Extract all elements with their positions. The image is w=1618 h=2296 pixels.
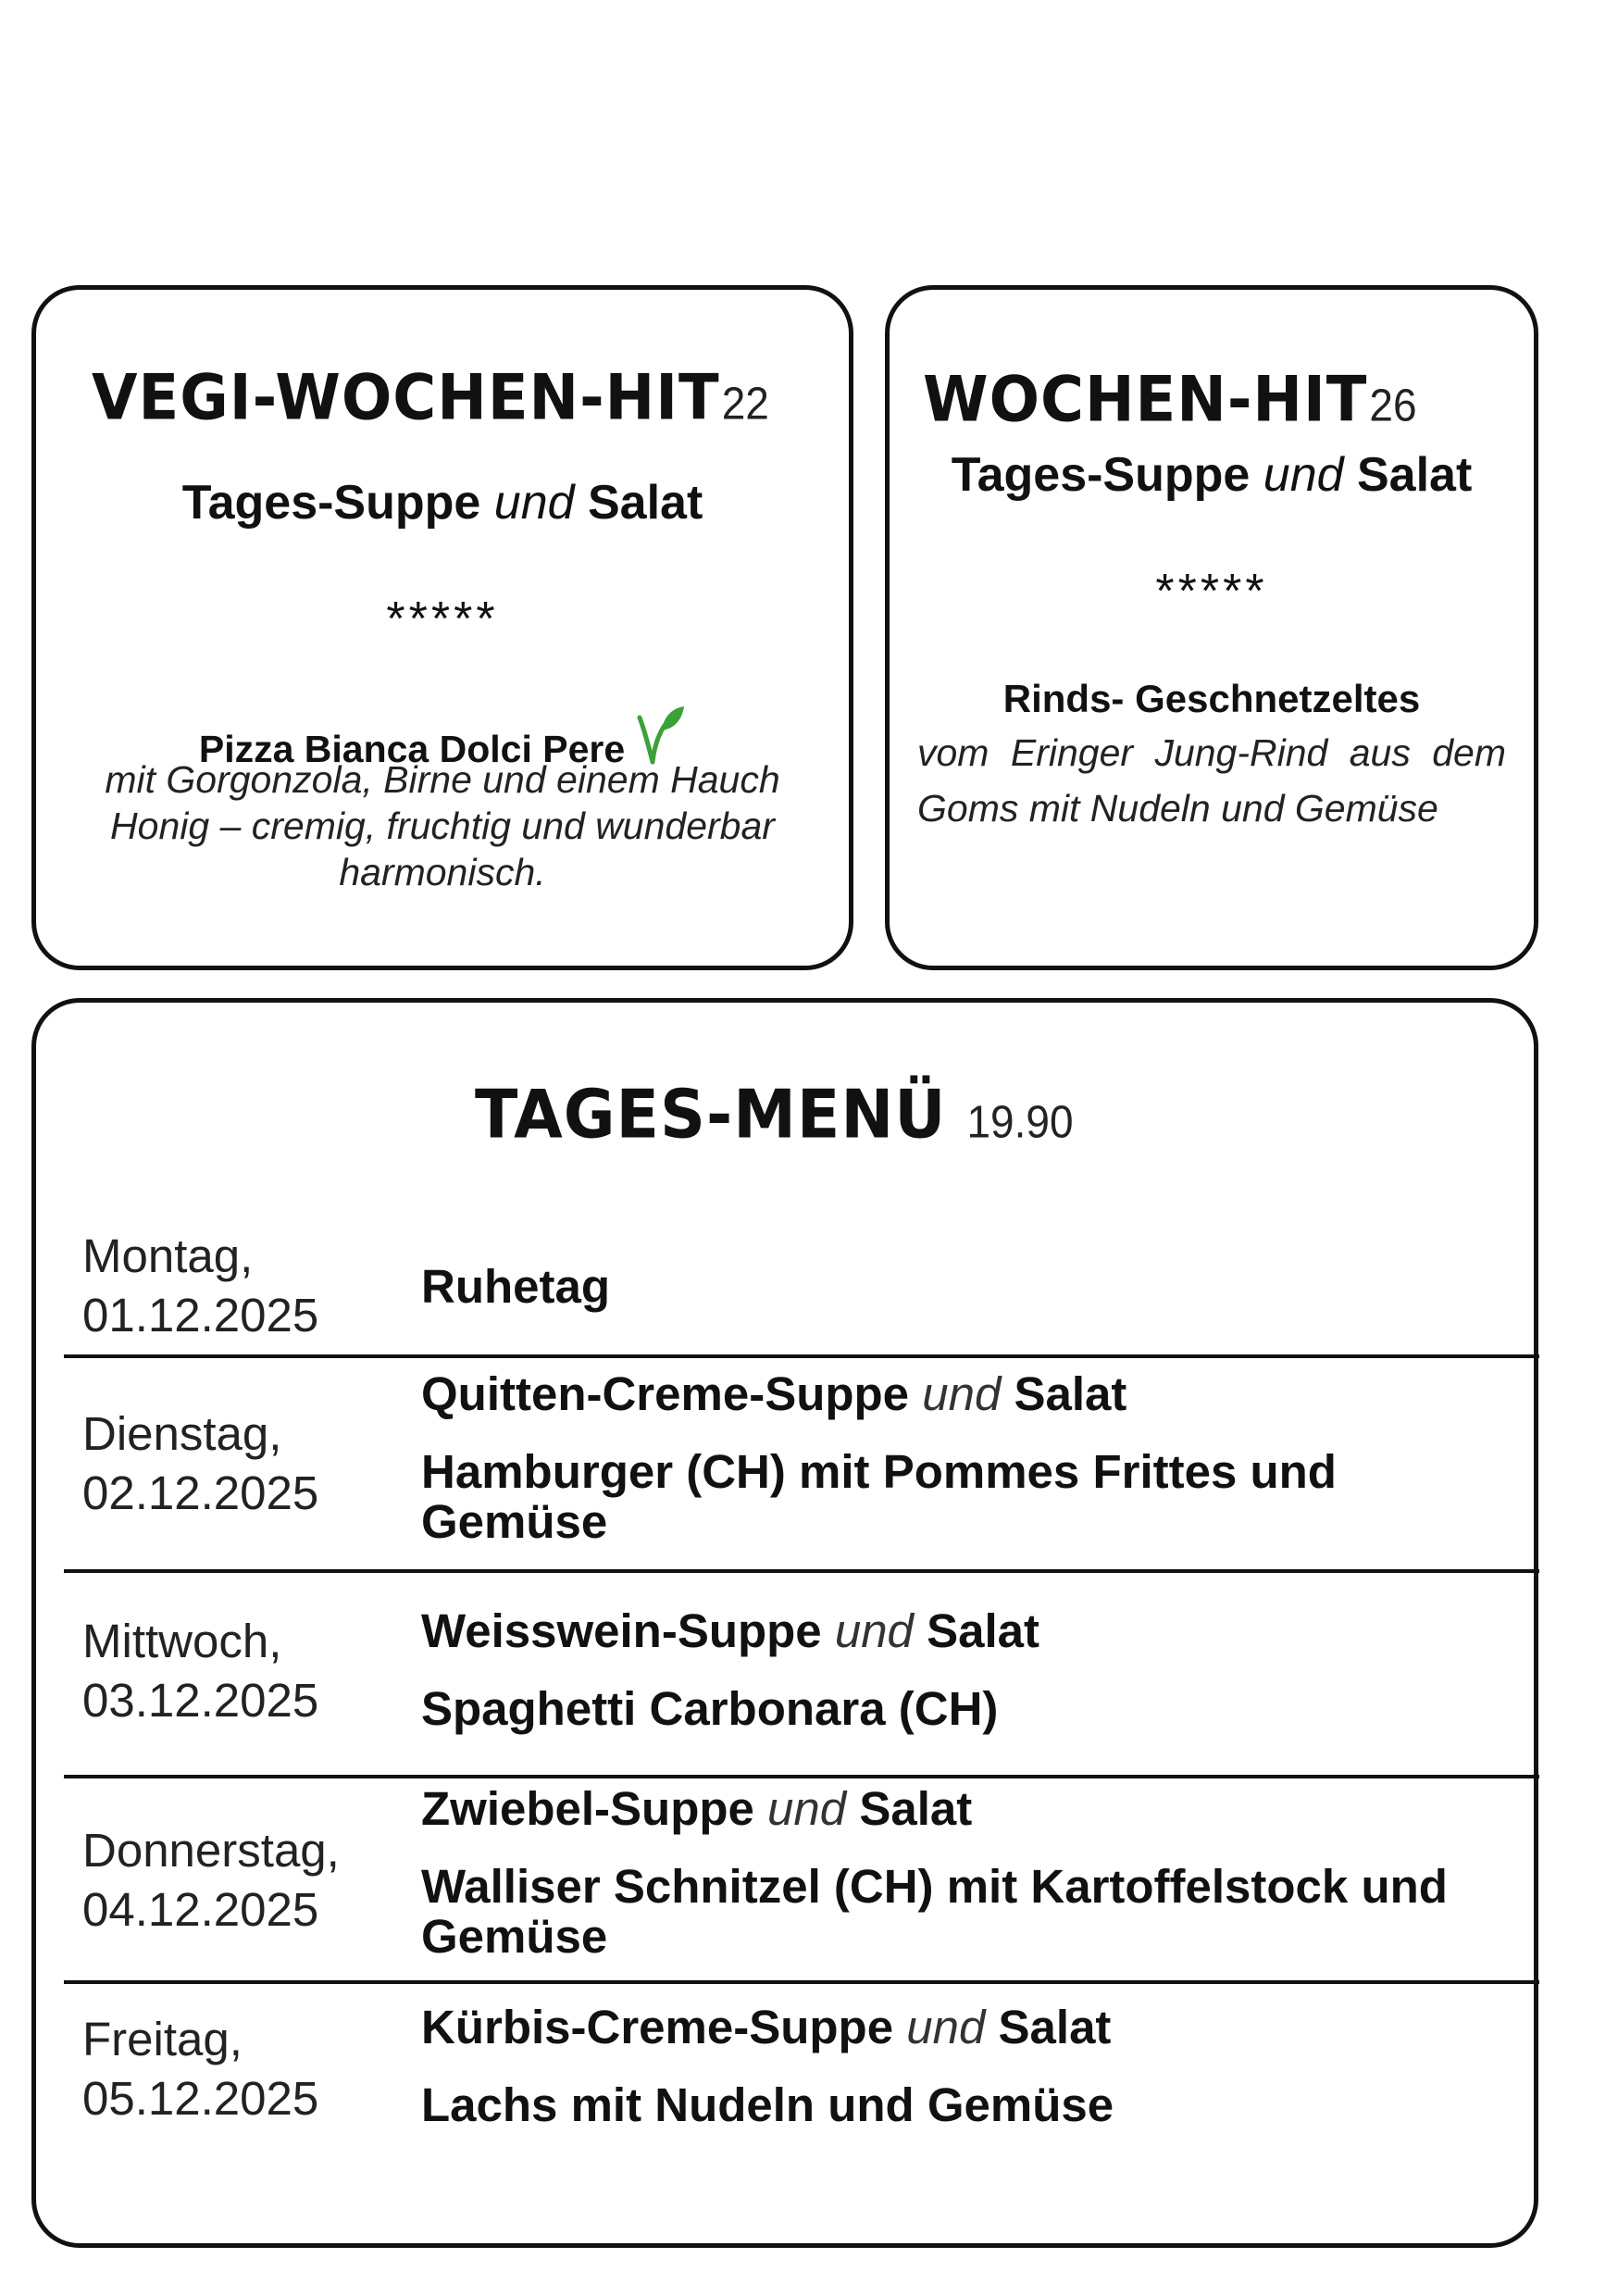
vegi-hit-price: 22	[721, 377, 769, 429]
menu-day-date: 03.12.2025	[82, 1674, 319, 1727]
vegi-hit-separator: *****	[386, 593, 499, 646]
vegi-hit-description: mit Gorgonzola, Birne und einem Hauch Honig – cremig, fruchtig und wunderbar harmonisch.	[105, 758, 780, 893]
menu-day-row-dienstag	[64, 1358, 1539, 1573]
wochen-hit-soup-side: Salat	[1357, 448, 1473, 502]
menu-day-label	[82, 1821, 340, 1940]
menu-day-date: 02.12.2025	[82, 1466, 319, 1519]
menu-day-soup-name: Kürbis-Creme-Suppe	[421, 2001, 894, 2053]
menu-day-soup-name: Weisswein-Suppe	[421, 1604, 822, 1657]
vegi-hit-title	[92, 362, 769, 434]
menu-day-name: Donnerstag,	[82, 1824, 340, 1877]
wochen-hit-title	[923, 364, 1417, 436]
menu-day-row-mittwoch	[64, 1573, 1539, 1778]
tages-menu-card	[31, 998, 1538, 2248]
menu-day-soup-joiner: und	[834, 1604, 914, 1657]
menu-day-name: Montag,	[82, 1229, 254, 1282]
menu-day-label	[82, 1404, 318, 1523]
tages-menu-title-text: TAGES-MENÜ	[475, 1076, 947, 1154]
menu-day-soup	[421, 1606, 1513, 1656]
menu-day-main: Hamburger (CH) mit Pommes Frittes und Gemüse	[421, 1445, 1337, 1548]
menu-day-label	[82, 1612, 318, 1730]
menu-day-soup	[421, 2003, 1513, 2053]
wochen-hit-dish: Rinds- Geschnetzeltes	[1002, 677, 1421, 720]
menu-day-soup-name: Quitten-Creme-Suppe	[421, 1367, 910, 1420]
wochen-hit-title-text: WOCHEN-HIT	[923, 363, 1368, 437]
vegi-hit-soup-name: Tages-Suppe	[181, 476, 481, 530]
menu-day-soup-side: Salat	[859, 1782, 973, 1835]
menu-day-name: Dienstag,	[82, 1407, 282, 1460]
menu-day-name: Freitag,	[82, 2013, 243, 2065]
vegi-hit-soup-side: Salat	[588, 476, 703, 530]
menu-day-soup	[421, 1784, 1513, 1834]
vegi-hit-soup	[36, 475, 849, 530]
menu-day-main: Lachs mit Nudeln und Gemüse	[421, 2078, 1114, 2131]
menu-day-soup-joiner: und	[767, 1782, 847, 1835]
vegi-hit-dish-name: Pizza Bianca Dolci Pere	[198, 728, 626, 770]
wochen-hit-soup-joiner: und	[1263, 448, 1344, 502]
menu-day-soup-side: Salat	[1014, 1367, 1127, 1420]
menu-day-date: 01.12.2025	[82, 1289, 319, 1341]
menu-day-label	[82, 2010, 318, 2128]
wochen-hit-soup-name: Tages-Suppe	[951, 448, 1251, 502]
menu-day-soup-side: Salat	[927, 1604, 1039, 1657]
menu-day-label	[82, 1227, 318, 1345]
menu-day-soup-name: Zwiebel-Suppe	[421, 1782, 754, 1835]
menu-day-name: Mittwoch,	[82, 1615, 282, 1667]
wochen-hit-description: vom Eringer Jung-Rind aus dem Goms mit Nudeln und Gemüse	[917, 731, 1506, 830]
vegi-hit-soup-joiner: und	[493, 476, 575, 530]
menu-day-date: 04.12.2025	[82, 1883, 319, 1936]
menu-day-date: 05.12.2025	[82, 2072, 319, 2125]
menu-day-soup-side: Salat	[998, 2001, 1112, 2053]
menu-day-main: Spaghetti Carbonara (CH)	[421, 1682, 999, 1735]
menu-day-soup	[421, 1369, 1513, 1419]
tages-menu-price: 19.90	[966, 1095, 1074, 1147]
menu-day-row-donnerstag	[64, 1778, 1539, 1984]
wochen-hit-soup	[890, 447, 1534, 503]
tages-menu-title	[475, 1077, 1074, 1154]
menu-day-main: Ruhetag	[421, 1260, 610, 1313]
menu-day-row-montag	[64, 1208, 1539, 1358]
menu-day-row-freitag	[64, 1984, 1539, 2169]
menu-day-main: Walliser Schnitzel (CH) mit Kartoffelstock und Gemüse	[421, 1860, 1448, 1963]
menu-day-soup-joiner: und	[906, 2001, 986, 2053]
wochen-hit-separator: *****	[1155, 565, 1268, 618]
wochen-hit-card	[885, 285, 1538, 970]
vegi-hit-card	[31, 285, 853, 970]
menu-day-soup-joiner: und	[922, 1367, 1002, 1420]
wochen-hit-price: 26	[1369, 379, 1417, 430]
vegi-hit-title-text: VEGI-WOCHEN-HIT	[92, 361, 720, 435]
